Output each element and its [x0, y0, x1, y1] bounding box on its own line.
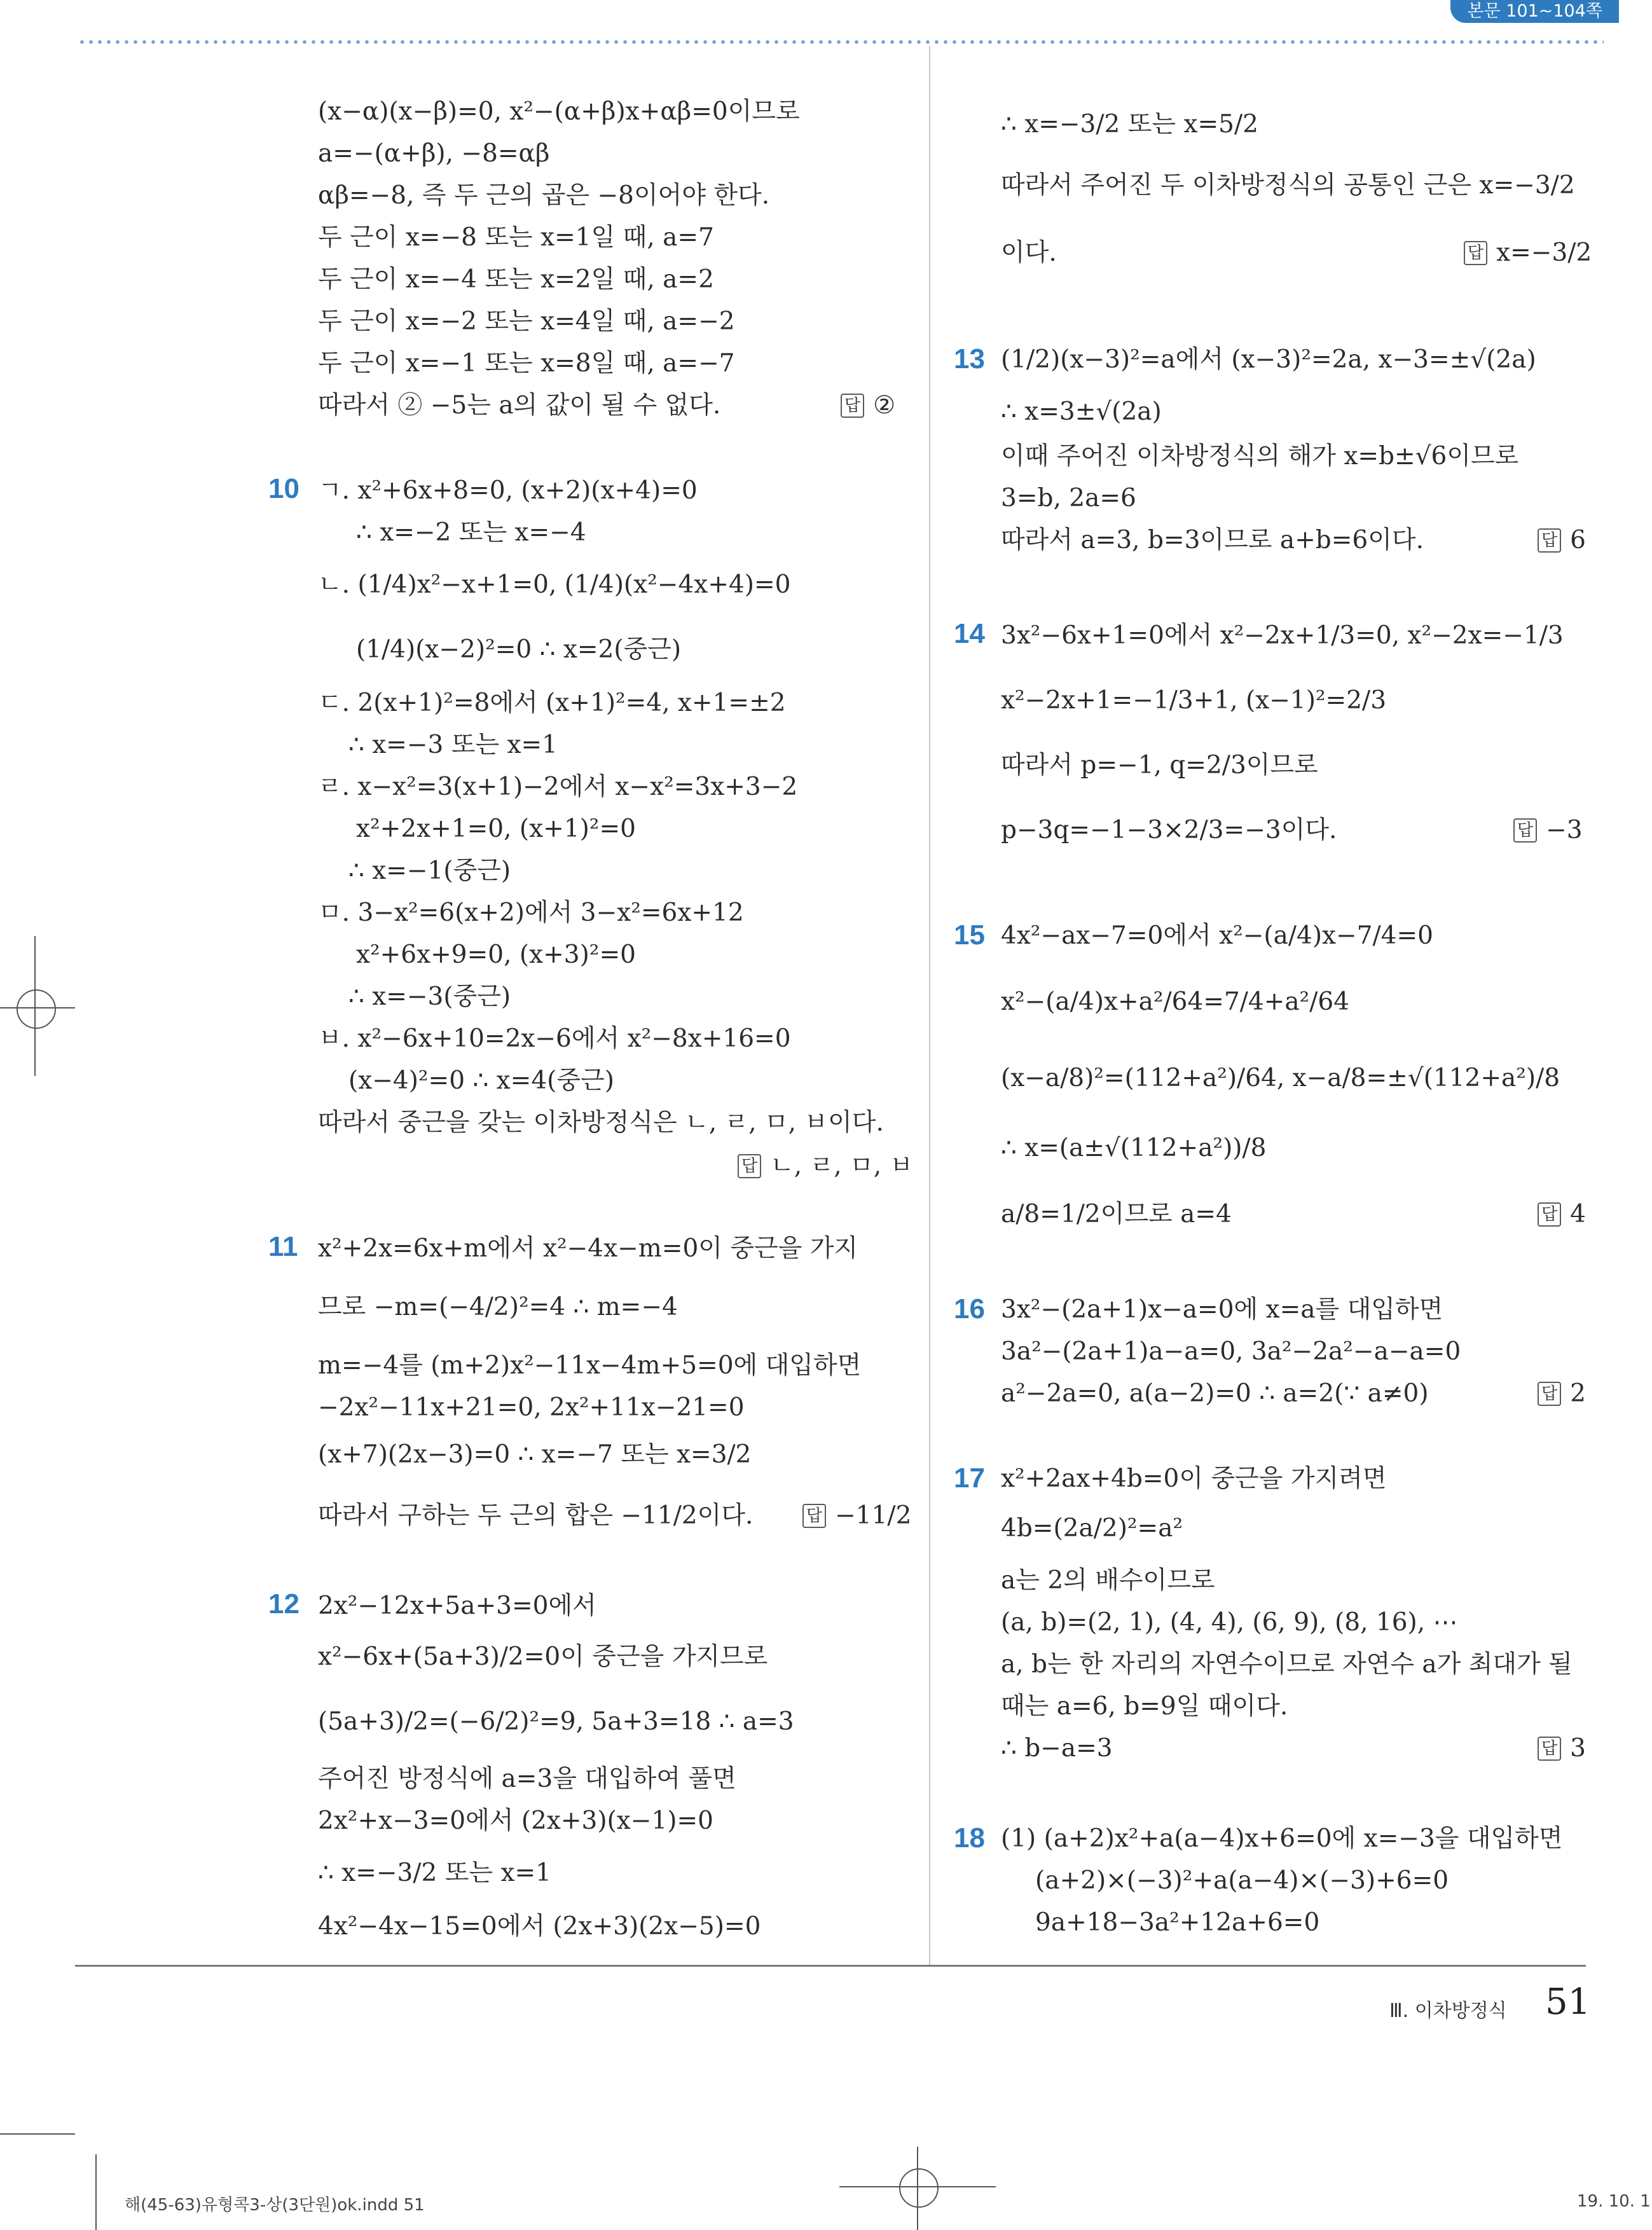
answer-label: 답	[802, 1504, 826, 1528]
solution-line: x²−2x+1=−1/3+1, (x−1)²=2/3	[1001, 686, 1387, 715]
answer-value: ㄴ, ㄹ, ㅁ, ㅂ	[770, 1152, 914, 1180]
solution-line: 2x²−12x+5a+3=0에서	[318, 1592, 596, 1620]
page-number: 51	[1545, 1981, 1591, 2023]
solution-line: 4b=(2a/2)²=a²	[1001, 1514, 1183, 1543]
solution-line: ㅁ. 3−x²=6(x+2)에서 3−x²=6x+12	[318, 898, 744, 927]
solution-line: (1) (a+2)x²+a(a−4)x+6=0에 x=−3을 대입하면	[1001, 1824, 1563, 1853]
registration-line	[0, 1007, 75, 1008]
solution-line: 따라서 ② −5는 a의 값이 될 수 없다.	[318, 391, 721, 420]
solution-line: (x+7)(2x−3)=0 ∴ x=−7 또는 x=3/2	[318, 1440, 752, 1469]
solution-line: ㄷ. 2(x+1)²=8에서 (x+1)²=4, x+1=±2	[318, 689, 786, 717]
footer-rule	[75, 1965, 1586, 1967]
solution-line: (a, b)=(2, 1), (4, 4), (6, 9), (8, 16), ⋯	[1001, 1608, 1458, 1637]
crop-mark	[95, 2154, 97, 2230]
solution-line: ∴ x=−2 또는 x=−4	[356, 518, 586, 547]
solution-line: ∴ x=(a±√(112+a²))/8	[1001, 1134, 1267, 1162]
problem-number: 16	[954, 1293, 985, 1325]
solution-line: ㄴ. (1/4)x²−x+1=0, (1/4)(x²−4x+4)=0	[318, 570, 791, 599]
solution-line: 9a+18−3a²+12a+6=0	[1035, 1908, 1320, 1937]
solution-line: x²−6x+(5a+3)/2=0이 중근을 가지므로	[318, 1642, 768, 1671]
answer-mark	[738, 1151, 913, 1181]
problem-number: 13	[954, 343, 985, 375]
solution-line: 따라서 구하는 두 근의 합은 −11/2이다.	[318, 1501, 754, 1530]
answer-mark	[1464, 238, 1592, 268]
solution-line: (1/4)(x−2)²=0 ∴ x=2(중근)	[356, 635, 682, 664]
solution-line: 므로 −m=(−4/2)²=4 ∴ m=−4	[318, 1293, 678, 1321]
solution-line: ∴ x=−3/2 또는 x=1	[318, 1859, 551, 1887]
solution-line: x²+2x+1=0, (x+1)²=0	[356, 815, 636, 843]
solution-line: −2x²−11x+21=0, 2x²+11x−21=0	[318, 1393, 745, 1422]
solution-line: (x−a/8)²=(112+a²)/64, x−a/8=±√(112+a²)/8	[1001, 1064, 1560, 1092]
solution-line: 3x²−6x+1=0에서 x²−2x+1/3=0, x²−2x=−1/3	[1001, 621, 1564, 650]
solution-line: (x−α)(x−β)=0, x²−(α+β)x+αβ=0이므로	[318, 97, 800, 126]
solution-line: 두 근이 x=−2 또는 x=4일 때, a=−2	[318, 307, 735, 336]
solution-line: ∴ x=−3(중근)	[348, 982, 511, 1011]
answer-label: 답	[1513, 818, 1537, 843]
problem-number: 15	[954, 919, 985, 951]
answer-label: 답	[1538, 1737, 1561, 1761]
solution-line: ㄱ. x²+6x+8=0, (x+2)(x+4)=0	[318, 476, 698, 505]
solution-line: 두 근이 x=−4 또는 x=2일 때, a=2	[318, 265, 714, 294]
problem-number: 12	[268, 1588, 299, 1620]
solution-line: 따라서 주어진 두 이차방정식의 공통인 근은 x=−3/2	[1001, 171, 1575, 200]
solution-line: a, b는 한 자리의 자연수이므로 자연수 a가 최대가 될	[1001, 1650, 1573, 1679]
solution-line: 때는 a=6, b=9일 때이다.	[1001, 1692, 1288, 1721]
section-badge: 본문 101~104쪽	[1450, 0, 1619, 23]
registration-mark-icon	[899, 2168, 939, 2208]
solution-line: 따라서 a=3, b=3이므로 a+b=6이다.	[1001, 526, 1424, 554]
solution-line: αβ=−8, 즉 두 근의 곱은 −8이어야 한다.	[318, 181, 770, 210]
problem-number: 14	[954, 618, 985, 649]
answer-value: 6	[1570, 526, 1586, 554]
solution-line: ∴ x=−3/2 또는 x=5/2	[1001, 110, 1258, 139]
registration-line	[917, 2147, 918, 2230]
problem-number: 11	[268, 1231, 298, 1262]
solution-line: a는 2의 배수이므로	[1001, 1566, 1215, 1595]
problem-number: 18	[954, 1822, 985, 1854]
solution-line: 3=b, 2a=6	[1001, 484, 1136, 513]
solution-line: a²−2a=0, a(a−2)=0 ∴ a=2(∵ a≠0)	[1001, 1379, 1429, 1408]
crop-mark	[0, 2133, 75, 2135]
solution-line: ㅂ. x²−6x+10=2x−6에서 x²−8x+16=0	[318, 1024, 791, 1053]
solution-line: m=−4를 (m+2)x²−11x−4m+5=0에 대입하면	[318, 1351, 862, 1380]
solution-line: 따라서 중근을 갖는 이차방정식은 ㄴ, ㄹ, ㅁ, ㅂ이다.	[318, 1108, 884, 1137]
solution-line: 4x²−ax−7=0에서 x²−(a/4)x−7/4=0	[1001, 921, 1433, 950]
answer-mark	[1538, 1199, 1586, 1230]
print-date-label: 19. 10. 1	[1577, 2192, 1651, 2211]
solution-line: a/8=1/2이므로 a=4	[1001, 1200, 1232, 1229]
solution-line: 두 근이 x=−8 또는 x=1일 때, a=7	[318, 223, 714, 252]
solution-line: 4x²−4x−15=0에서 (2x+3)(2x−5)=0	[318, 1912, 761, 1941]
answer-value: −3	[1546, 816, 1583, 844]
answer-value: 4	[1570, 1200, 1586, 1229]
solution-line: x²+2x=6x+m에서 x²−4x−m=0이 중근을 가지	[318, 1234, 858, 1263]
solution-line: 두 근이 x=−1 또는 x=8일 때, a=−7	[318, 349, 735, 378]
solution-line: 주어진 방정식에 a=3을 대입하여 풀면	[318, 1765, 736, 1793]
solution-line: ∴ b−a=3	[1001, 1734, 1113, 1763]
answer-label: 답	[1464, 241, 1487, 265]
answer-value: 3	[1570, 1734, 1586, 1763]
answer-value: ②	[873, 391, 896, 420]
solution-line: ∴ x=−3 또는 x=1	[348, 731, 558, 759]
answer-label: 답	[738, 1154, 761, 1178]
dotted-header-rule	[78, 39, 1604, 45]
answer-value: −11/2	[835, 1501, 912, 1530]
solution-line: ∴ x=3±√(2a)	[1001, 397, 1162, 426]
solution-line: p−3q=−1−3×2/3=−3이다.	[1001, 816, 1337, 844]
solution-line: 3x²−(2a+1)x−a=0에 x=a를 대입하면	[1001, 1295, 1443, 1324]
answer-mark	[802, 1501, 911, 1531]
registration-line	[34, 936, 36, 1076]
solution-line: x²+6x+9=0, (x+3)²=0	[356, 940, 636, 969]
answer-label: 답	[1538, 1202, 1561, 1227]
solution-line: ∴ x=−1(중근)	[348, 857, 511, 885]
problem-number: 10	[268, 473, 299, 504]
answer-value: 2	[1570, 1379, 1586, 1408]
answer-mark	[1513, 815, 1583, 846]
solution-line: 3a²−(2a+1)a−a=0, 3a²−2a²−a−a=0	[1001, 1337, 1461, 1366]
solution-line: 2x²+x−3=0에서 (2x+3)(x−1)=0	[318, 1807, 713, 1835]
solution-line: 이다.	[1001, 238, 1057, 267]
solution-line: (x−4)²=0 ∴ x=4(중근)	[348, 1066, 614, 1095]
solution-line: x²−(a/4)x+a²/64=7/4+a²/64	[1001, 988, 1350, 1016]
answer-mark	[1538, 525, 1586, 556]
solution-line: x²+2ax+4b=0이 중근을 가지려면	[1001, 1464, 1387, 1493]
chapter-label: Ⅲ. 이차방정식	[1389, 2000, 1507, 2022]
answer-label: 답	[1538, 1382, 1561, 1406]
registration-mark-icon	[17, 989, 56, 1029]
column-divider	[929, 46, 930, 1965]
print-file-label: 해(45-63)유형콕3-상(3단원)ok.indd 51	[125, 2196, 425, 2215]
answer-value: x=−3/2	[1496, 238, 1592, 267]
answer-mark	[1538, 1379, 1586, 1409]
answer-label: 답	[841, 394, 864, 418]
solution-line: (1/2)(x−3)²=a에서 (x−3)²=2a, x−3=±√(2a)	[1001, 345, 1536, 374]
solution-line: 이때 주어진 이차방정식의 해가 x=b±√6이므로	[1001, 442, 1519, 471]
solution-line: a=−(α+β), −8=αβ	[318, 139, 550, 168]
answer-mark	[841, 390, 895, 421]
answer-mark	[1538, 1733, 1586, 1764]
solution-line: 따라서 p=−1, q=2/3이므로	[1001, 751, 1318, 780]
problem-number: 17	[954, 1463, 985, 1494]
solution-line: (5a+3)/2=(−6/2)²=9, 5a+3=18 ∴ a=3	[318, 1707, 794, 1736]
solution-line: (a+2)×(−3)²+a(a−4)×(−3)+6=0	[1035, 1866, 1449, 1895]
solution-line: ㄹ. x−x²=3(x+1)−2에서 x−x²=3x+3−2	[318, 773, 798, 801]
answer-label: 답	[1538, 528, 1561, 553]
